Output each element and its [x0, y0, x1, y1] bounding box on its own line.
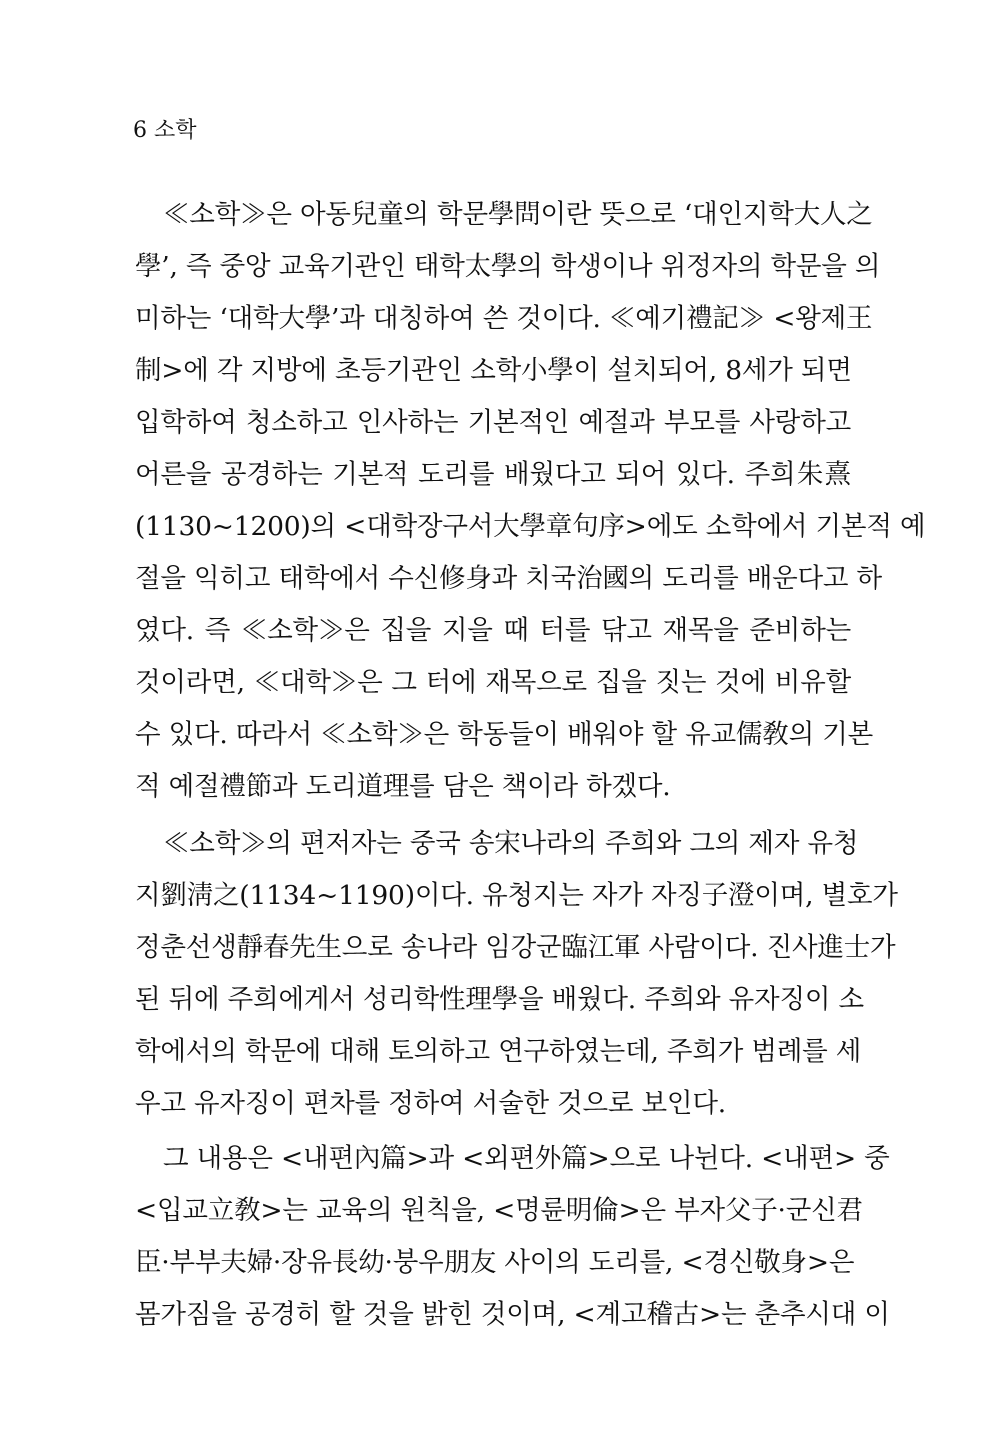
text-line: 미하는 ‘대학大學’과 대칭하여 쓴 것이다. ≪예기禮記≫ <왕제王	[135, 303, 873, 334]
text-line: 몸가짐을 공경히 할 것을 밝힌 것이며, <계고稽古>는 춘추시대 이	[135, 1299, 890, 1330]
page-header: 6 소학	[133, 118, 197, 143]
text-line: 지劉淸之(1134~1190)이다. 유청지는 자가 자징子澄이며, 별호가	[135, 880, 898, 911]
text-line: 정춘선생靜春先生으로 송나라 임강군臨江軍 사람이다. 진사進士가	[135, 932, 896, 963]
text-line: 된 뒤에 주희에게서 성리학性理學을 배웠다. 주희와 유자징이 소	[135, 984, 864, 1015]
text-line: <입교立敎>는 교육의 원칙을, <명륜明倫>은 부자父子·군신君	[135, 1195, 863, 1226]
text-line: 적 예절禮節과 도리道理를 담은 책이라 하겠다.	[135, 771, 671, 802]
text-line: 그 내용은 <내편內篇>과 <외편外篇>으로 나뉜다. <내편> 중	[163, 1143, 890, 1174]
text-line: 것이라면, ≪대학≫은 그 터에 재목으로 집을 짓는 것에 비유할	[135, 667, 851, 698]
text-line: 制>에 각 지방에 초등기관인 소학小學이 설치되어, 8세가 되면	[135, 355, 852, 386]
text-line: 우고 유자징이 편차를 정하여 서술한 것으로 보인다.	[135, 1088, 726, 1119]
text-line: 학에서의 학문에 대해 토의하고 연구하였는데, 주희가 범례를 세	[135, 1036, 862, 1067]
text-line: 어른을 공경하는 기본적 도리를 배웠다고 되어 있다. 주희朱熹	[135, 459, 851, 490]
text-line: ≪소학≫의 편저자는 중국 송宋나라의 주희와 그의 제자 유청	[163, 828, 859, 859]
text-line: 學’, 즉 중앙 교육기관인 태학太學의 학생이나 위정자의 학문을 의	[135, 251, 881, 282]
text-line: (1130~1200)의 <대학장구서大學章句序>에도 소학에서 기본적 예	[135, 511, 926, 542]
text-line: 입학하여 청소하고 인사하는 기본적인 예절과 부모를 사랑하고	[135, 407, 851, 438]
text-line: 臣·부부夫婦·장유長幼·붕우朋友 사이의 도리를, <경신敬身>은	[135, 1247, 855, 1278]
text-line: 절을 익히고 태학에서 수신修身과 치국治國의 도리를 배운다고 하	[135, 563, 882, 594]
text-line: 였다. 즉 ≪소학≫은 집을 지을 때 터를 닦고 재목을 준비하는	[135, 615, 851, 646]
text-line: 수 있다. 따라서 ≪소학≫은 학동들이 배워야 할 유교儒敎의 기본	[135, 719, 873, 750]
text-line: ≪소학≫은 아동兒童의 학문學問이란 뜻으로 ‘대인지학大人之	[163, 199, 873, 230]
